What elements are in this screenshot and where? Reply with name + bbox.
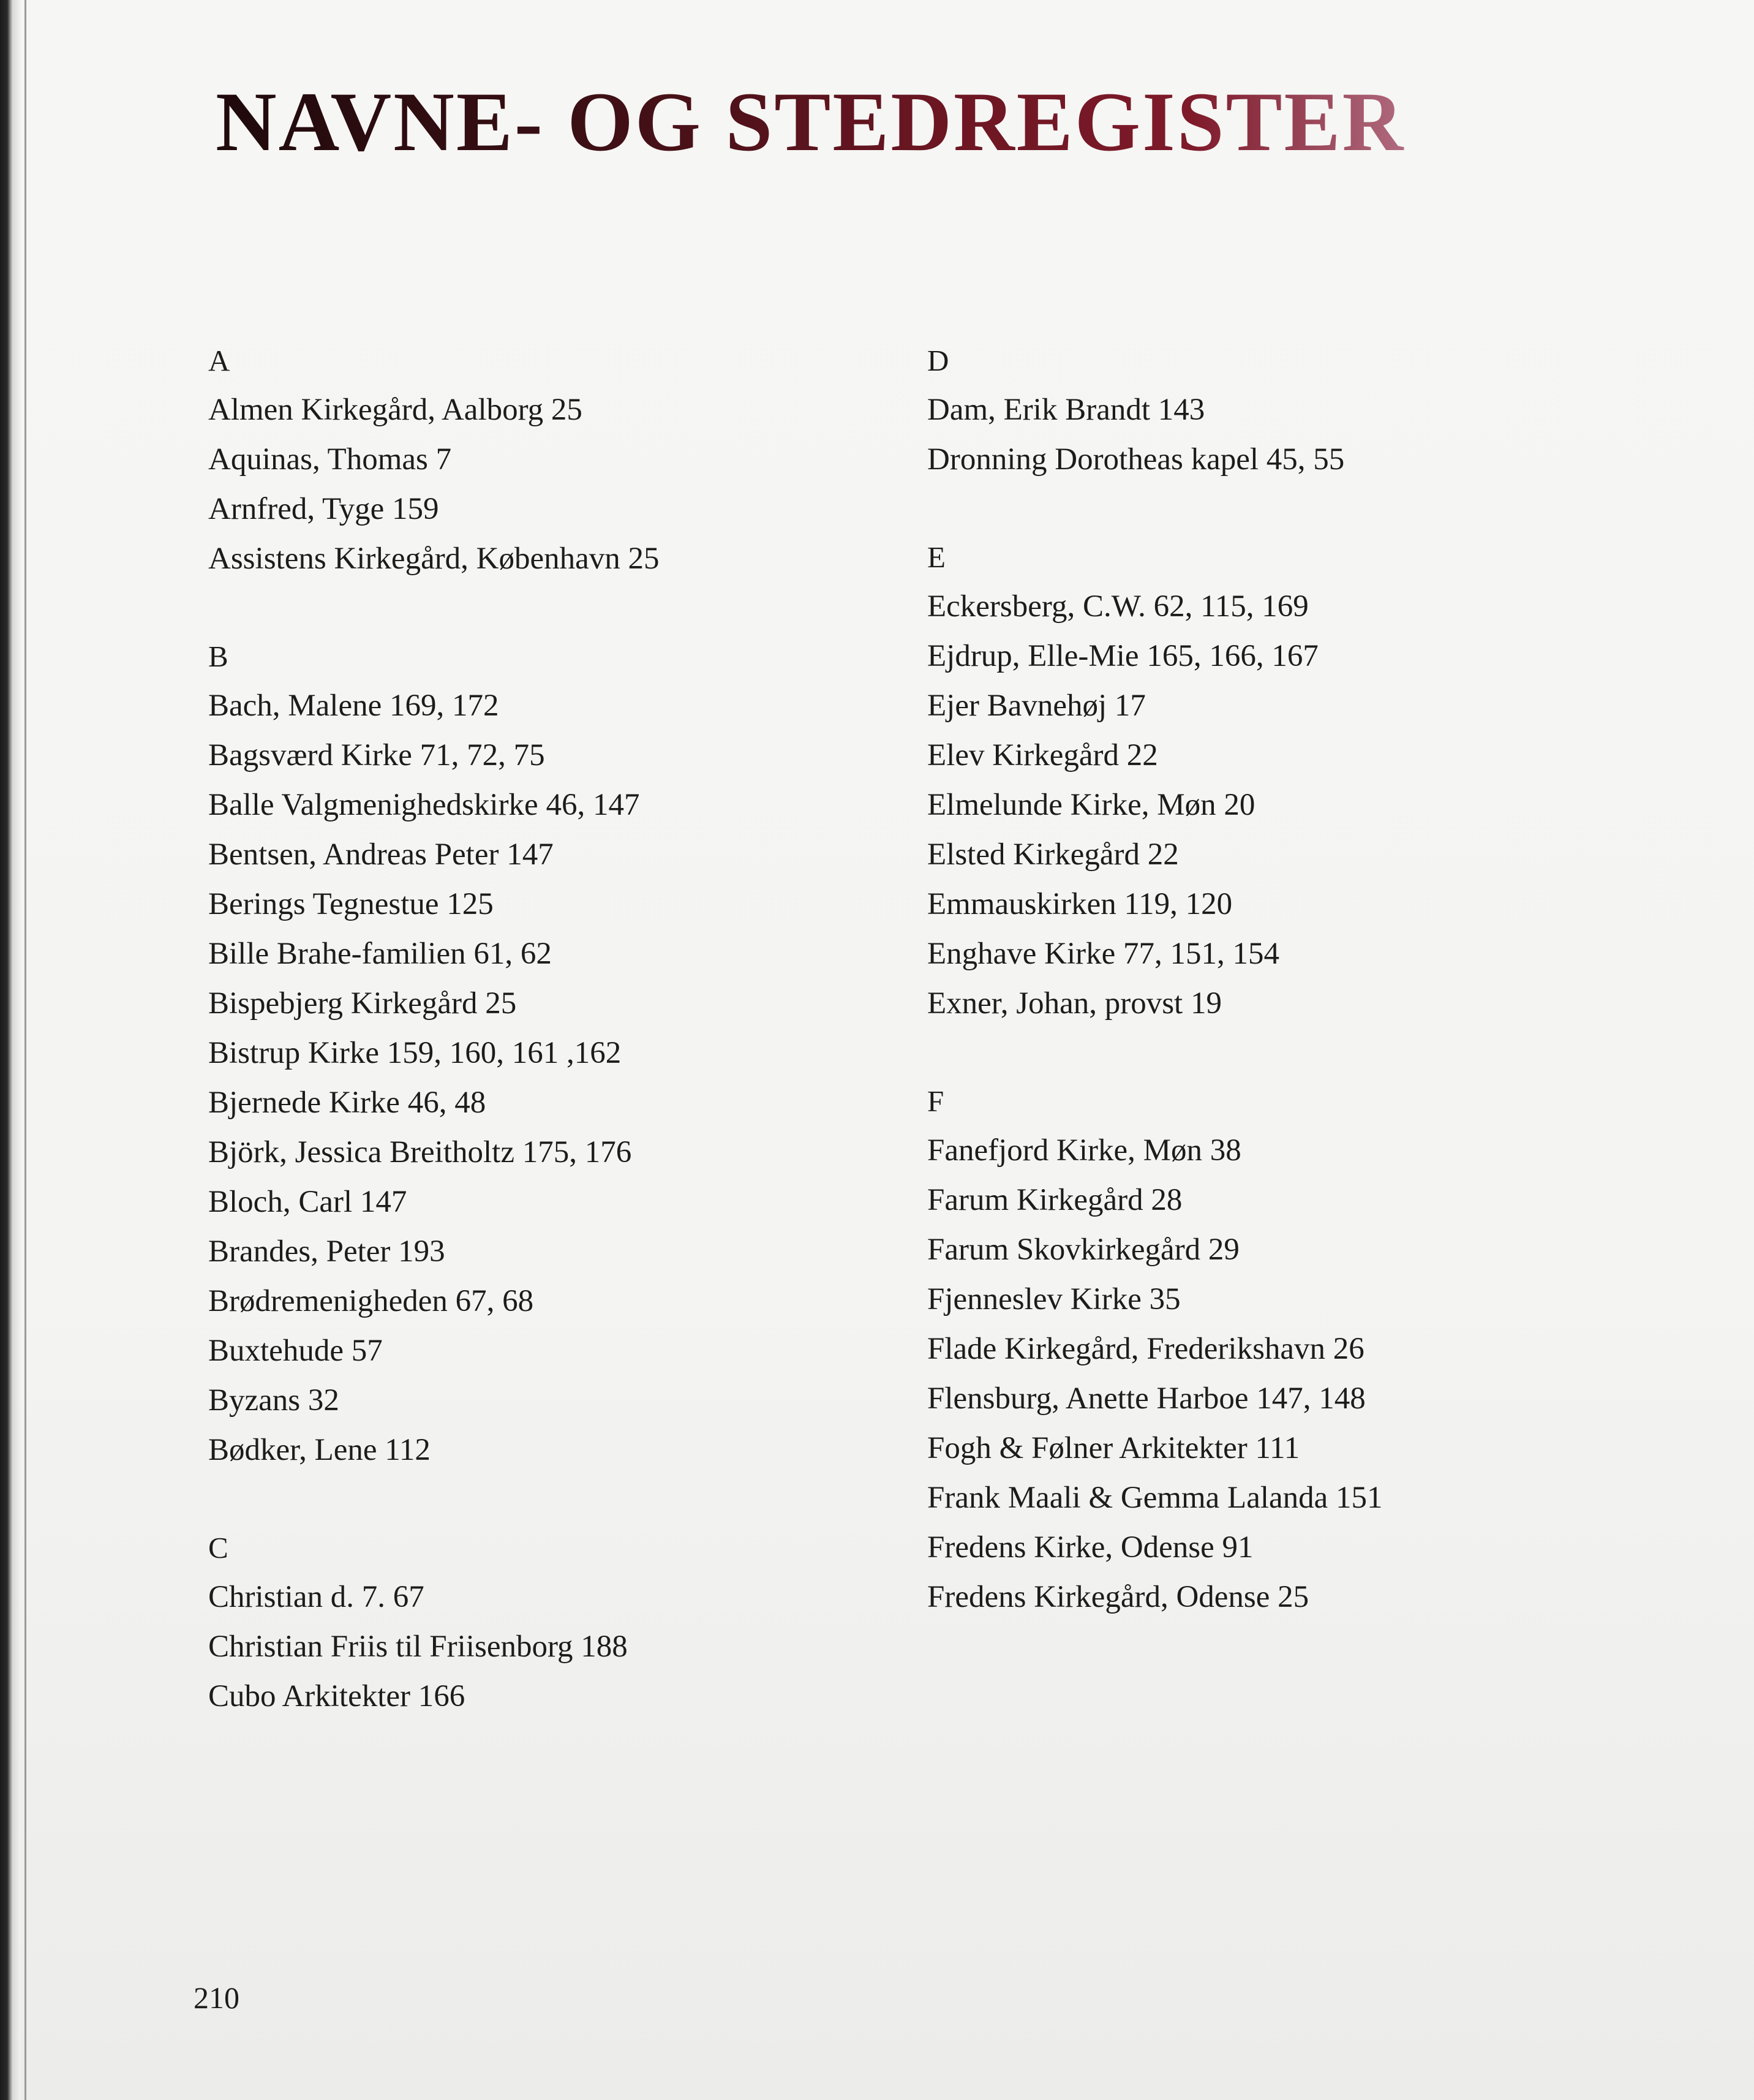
index-entry: Berings Tegnestue 125 <box>208 887 494 921</box>
index-entry: Balle Valgmenighedskirke 46, 147 <box>208 788 640 822</box>
index-section <box>927 336 1632 485</box>
index-section <box>927 1076 1632 1622</box>
index-entry: Christian Friis til Friisenborg 188 <box>208 1630 628 1664</box>
page-number: 210 <box>194 1981 239 2015</box>
index-entry: Fredens Kirke, Odense 91 <box>927 1530 1254 1565</box>
section-letter: C <box>208 1531 228 1565</box>
section-letter: E <box>927 540 946 574</box>
index-entry: Flensburg, Anette Harboe 147, 148 <box>927 1381 1366 1416</box>
index-entry: Bispebjerg Kirkegård 25 <box>208 986 517 1021</box>
index-entry: Fjenneslev Kirke 35 <box>927 1282 1181 1316</box>
index-entry: Elev Kirkegård 22 <box>927 738 1158 772</box>
index-entry: Brødremenigheden 67, 68 <box>208 1284 534 1318</box>
index-entry: Cubo Arkitekter 166 <box>208 1679 465 1713</box>
index-entry: Farum Skovkirkegård 29 <box>927 1233 1240 1267</box>
index-section <box>208 1523 913 1721</box>
book-spine <box>0 0 21 2100</box>
index-column-right <box>927 336 1632 1670</box>
index-entry: Dam, Erik Brandt 143 <box>927 393 1205 427</box>
index-entry: Ejer Bavnehøj 17 <box>927 689 1146 723</box>
index-entry: Bille Brahe-familien 61, 62 <box>208 937 552 971</box>
page-title: NAVNE- OG STEDREGISTER <box>216 75 1406 169</box>
index-entry: Assistens Kirkegård, København 25 <box>208 542 660 576</box>
index-entry: Björk, Jessica Breitholtz 175, 176 <box>208 1135 632 1169</box>
index-entry: Frank Maali & Gemma Lalanda 151 <box>927 1481 1383 1515</box>
index-entry: Bjernede Kirke 46, 48 <box>208 1086 486 1120</box>
index-entry: Eckersberg, C.W. 62, 115, 169 <box>927 589 1309 624</box>
index-entry: Emmauskirken 119, 120 <box>927 887 1233 921</box>
index-entry: Bagsværd Kirke 71, 72, 75 <box>208 738 545 772</box>
index-entry: Bach, Malene 169, 172 <box>208 689 499 723</box>
index-entry: Farum Kirkegård 28 <box>927 1183 1183 1217</box>
index-entry: Brandes, Peter 193 <box>208 1234 445 1269</box>
index-column-left <box>208 336 913 1769</box>
index-entry: Bistrup Kirke 159, 160, 161 ,162 <box>208 1036 622 1070</box>
index-entry: Bloch, Carl 147 <box>208 1185 407 1219</box>
index-entry: Ejdrup, Elle-Mie 165, 166, 167 <box>927 639 1319 673</box>
index-entry: Aquinas, Thomas 7 <box>208 442 452 477</box>
section-letter: F <box>927 1084 944 1118</box>
section-letter: A <box>208 344 230 377</box>
index-entry: Arnfred, Tyge 159 <box>208 492 439 526</box>
index-section <box>927 532 1632 1029</box>
index-entry: Fredens Kirkegård, Odense 25 <box>927 1580 1309 1614</box>
section-letter: D <box>927 344 949 377</box>
index-entry: Bødker, Lene 112 <box>208 1433 431 1467</box>
page-edge <box>24 0 26 2100</box>
index-entry: Fanefjord Kirke, Møn 38 <box>927 1133 1241 1168</box>
section-letter: B <box>208 640 228 673</box>
index-entry: Flade Kirkegård, Frederikshavn 26 <box>927 1332 1364 1366</box>
index-entry: Elmelunde Kirke, Møn 20 <box>927 788 1255 822</box>
index-entry: Buxtehude 57 <box>208 1334 383 1368</box>
index-entry: Elsted Kirkegård 22 <box>927 837 1179 872</box>
index-entry: Bentsen, Andreas Peter 147 <box>208 837 554 872</box>
index-entry: Dronning Dorotheas kapel 45, 55 <box>927 442 1345 477</box>
index-entry: Fogh & Følner Arkitekter 111 <box>927 1431 1300 1465</box>
index-entry: Exner, Johan, provst 19 <box>927 986 1222 1021</box>
index-entry: Byzans 32 <box>208 1383 339 1418</box>
index-section <box>208 336 913 584</box>
index-entry: Enghave Kirke 77, 151, 154 <box>927 937 1280 971</box>
index-entry: Christian d. 7. 67 <box>208 1580 424 1614</box>
index-entry: Almen Kirkegård, Aalborg 25 <box>208 393 582 427</box>
index-section <box>208 632 913 1475</box>
